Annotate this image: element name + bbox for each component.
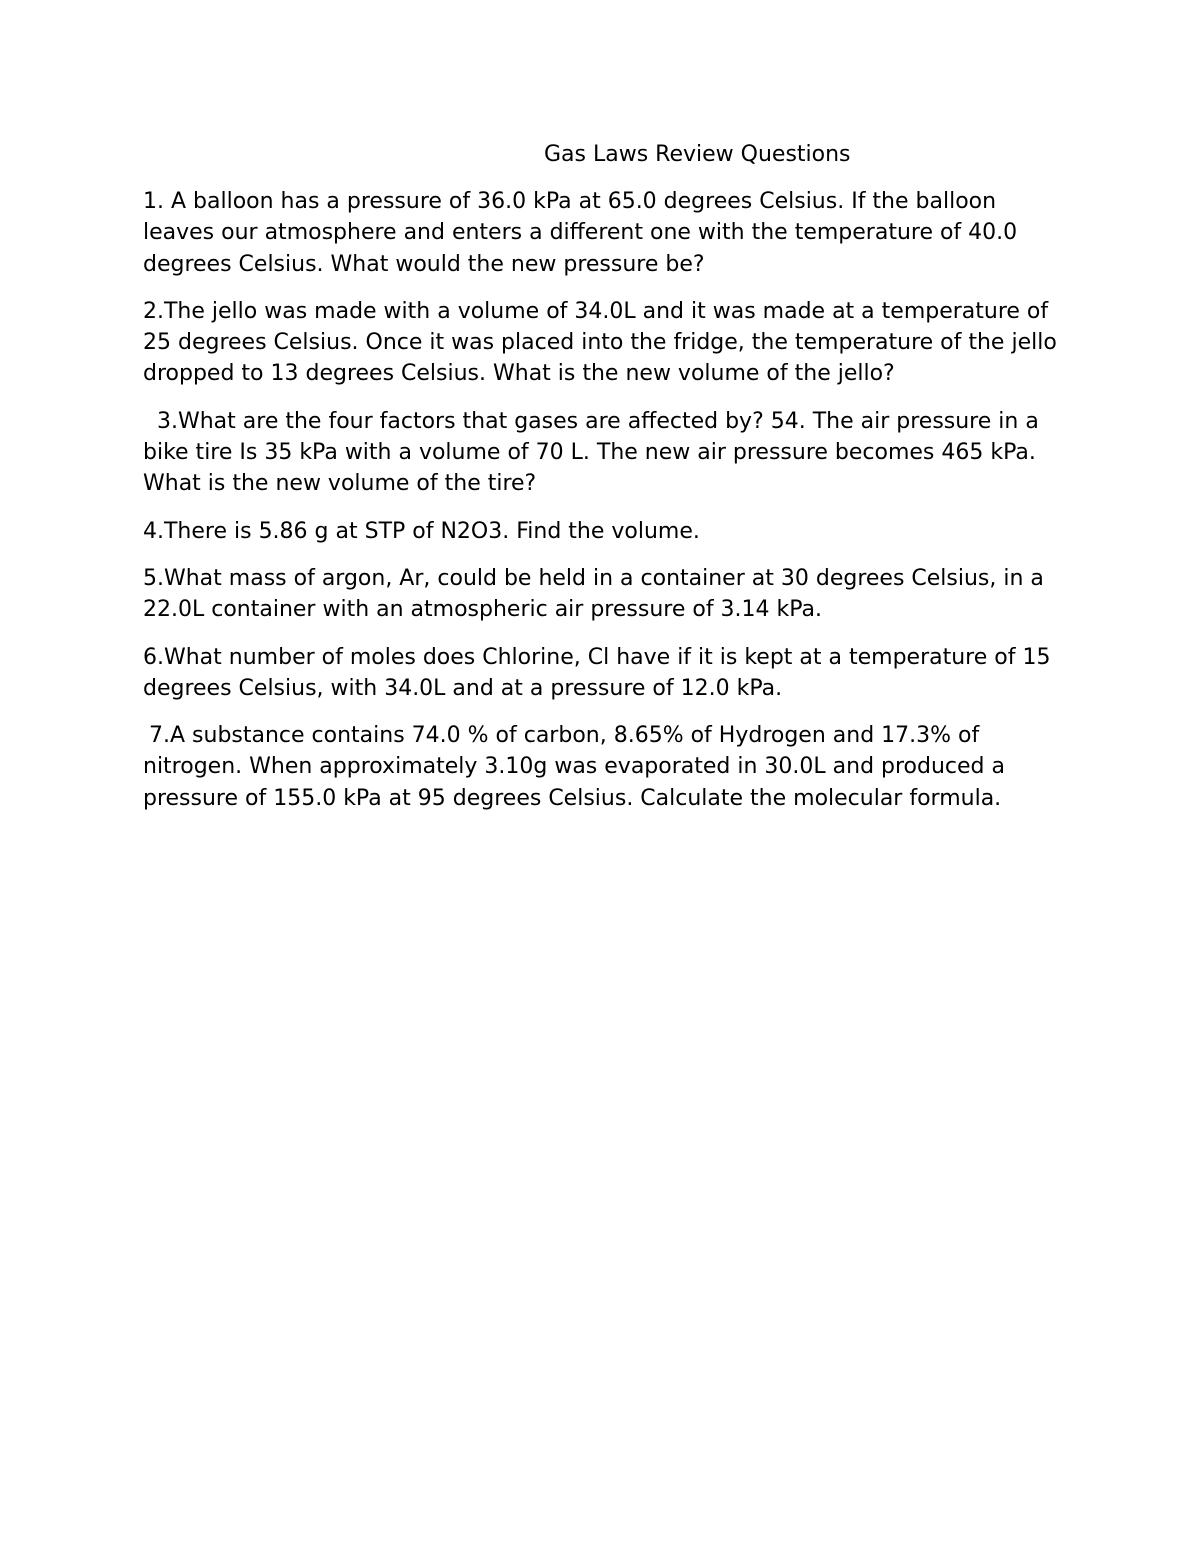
question-5: 5.What mass of argon, Ar, could be held in a container at 30 degrees Celsius, in a 22.0L container with an atmospheric air pressure of 3.14 kPa. [143,565,1044,623]
page-title: Gas Laws Review Questions [544,142,851,167]
question-3: 3.What are the four factors that gases are affected by? 54. The air pressure in a bike tire Is 35 kPa with a volume of 70 L. The new air pressure becomes 465 kPa. What is the new volume of the tire? [143,408,1039,497]
question-list [143,186,1073,830]
question-6: 6.What number of moles does Chlorine, Cl have if it is kept at a temperature of 15 degrees Celsius, with 34.0L and at a pressure of 12.0 kPa. [143,644,1051,701]
question-4: 4.There is 5.86 g at STP of N2O3. Find the volume. [143,518,700,544]
question-1: 1. A balloon has a pressure of 36.0 kPa at 65.0 degrees Celsius. If the balloon leaves our atmosphere and enters a different one with the temperature of 40.0 degrees Celsius. What would the new pressure be? [143,189,1018,277]
question-2: 2.The jello was made with a volume of 34.0L and it was made at a temperature of 25 degrees Celsius. Once it was placed into the fridge, the temperature of the jello dropped to 13 degrees Celsius. What is the new volume of the jello? [143,298,1057,387]
question-7: 7.A substance contains 74.0 % of carbon, 8.65% of Hydrogen and 17.3% of nitrogen. When approximately 3.10g was evaporated in 30.0L and produced a pressure of 155.0 kPa at 95 degrees Celsius. Calculate the molecular formula. [143,723,1005,811]
